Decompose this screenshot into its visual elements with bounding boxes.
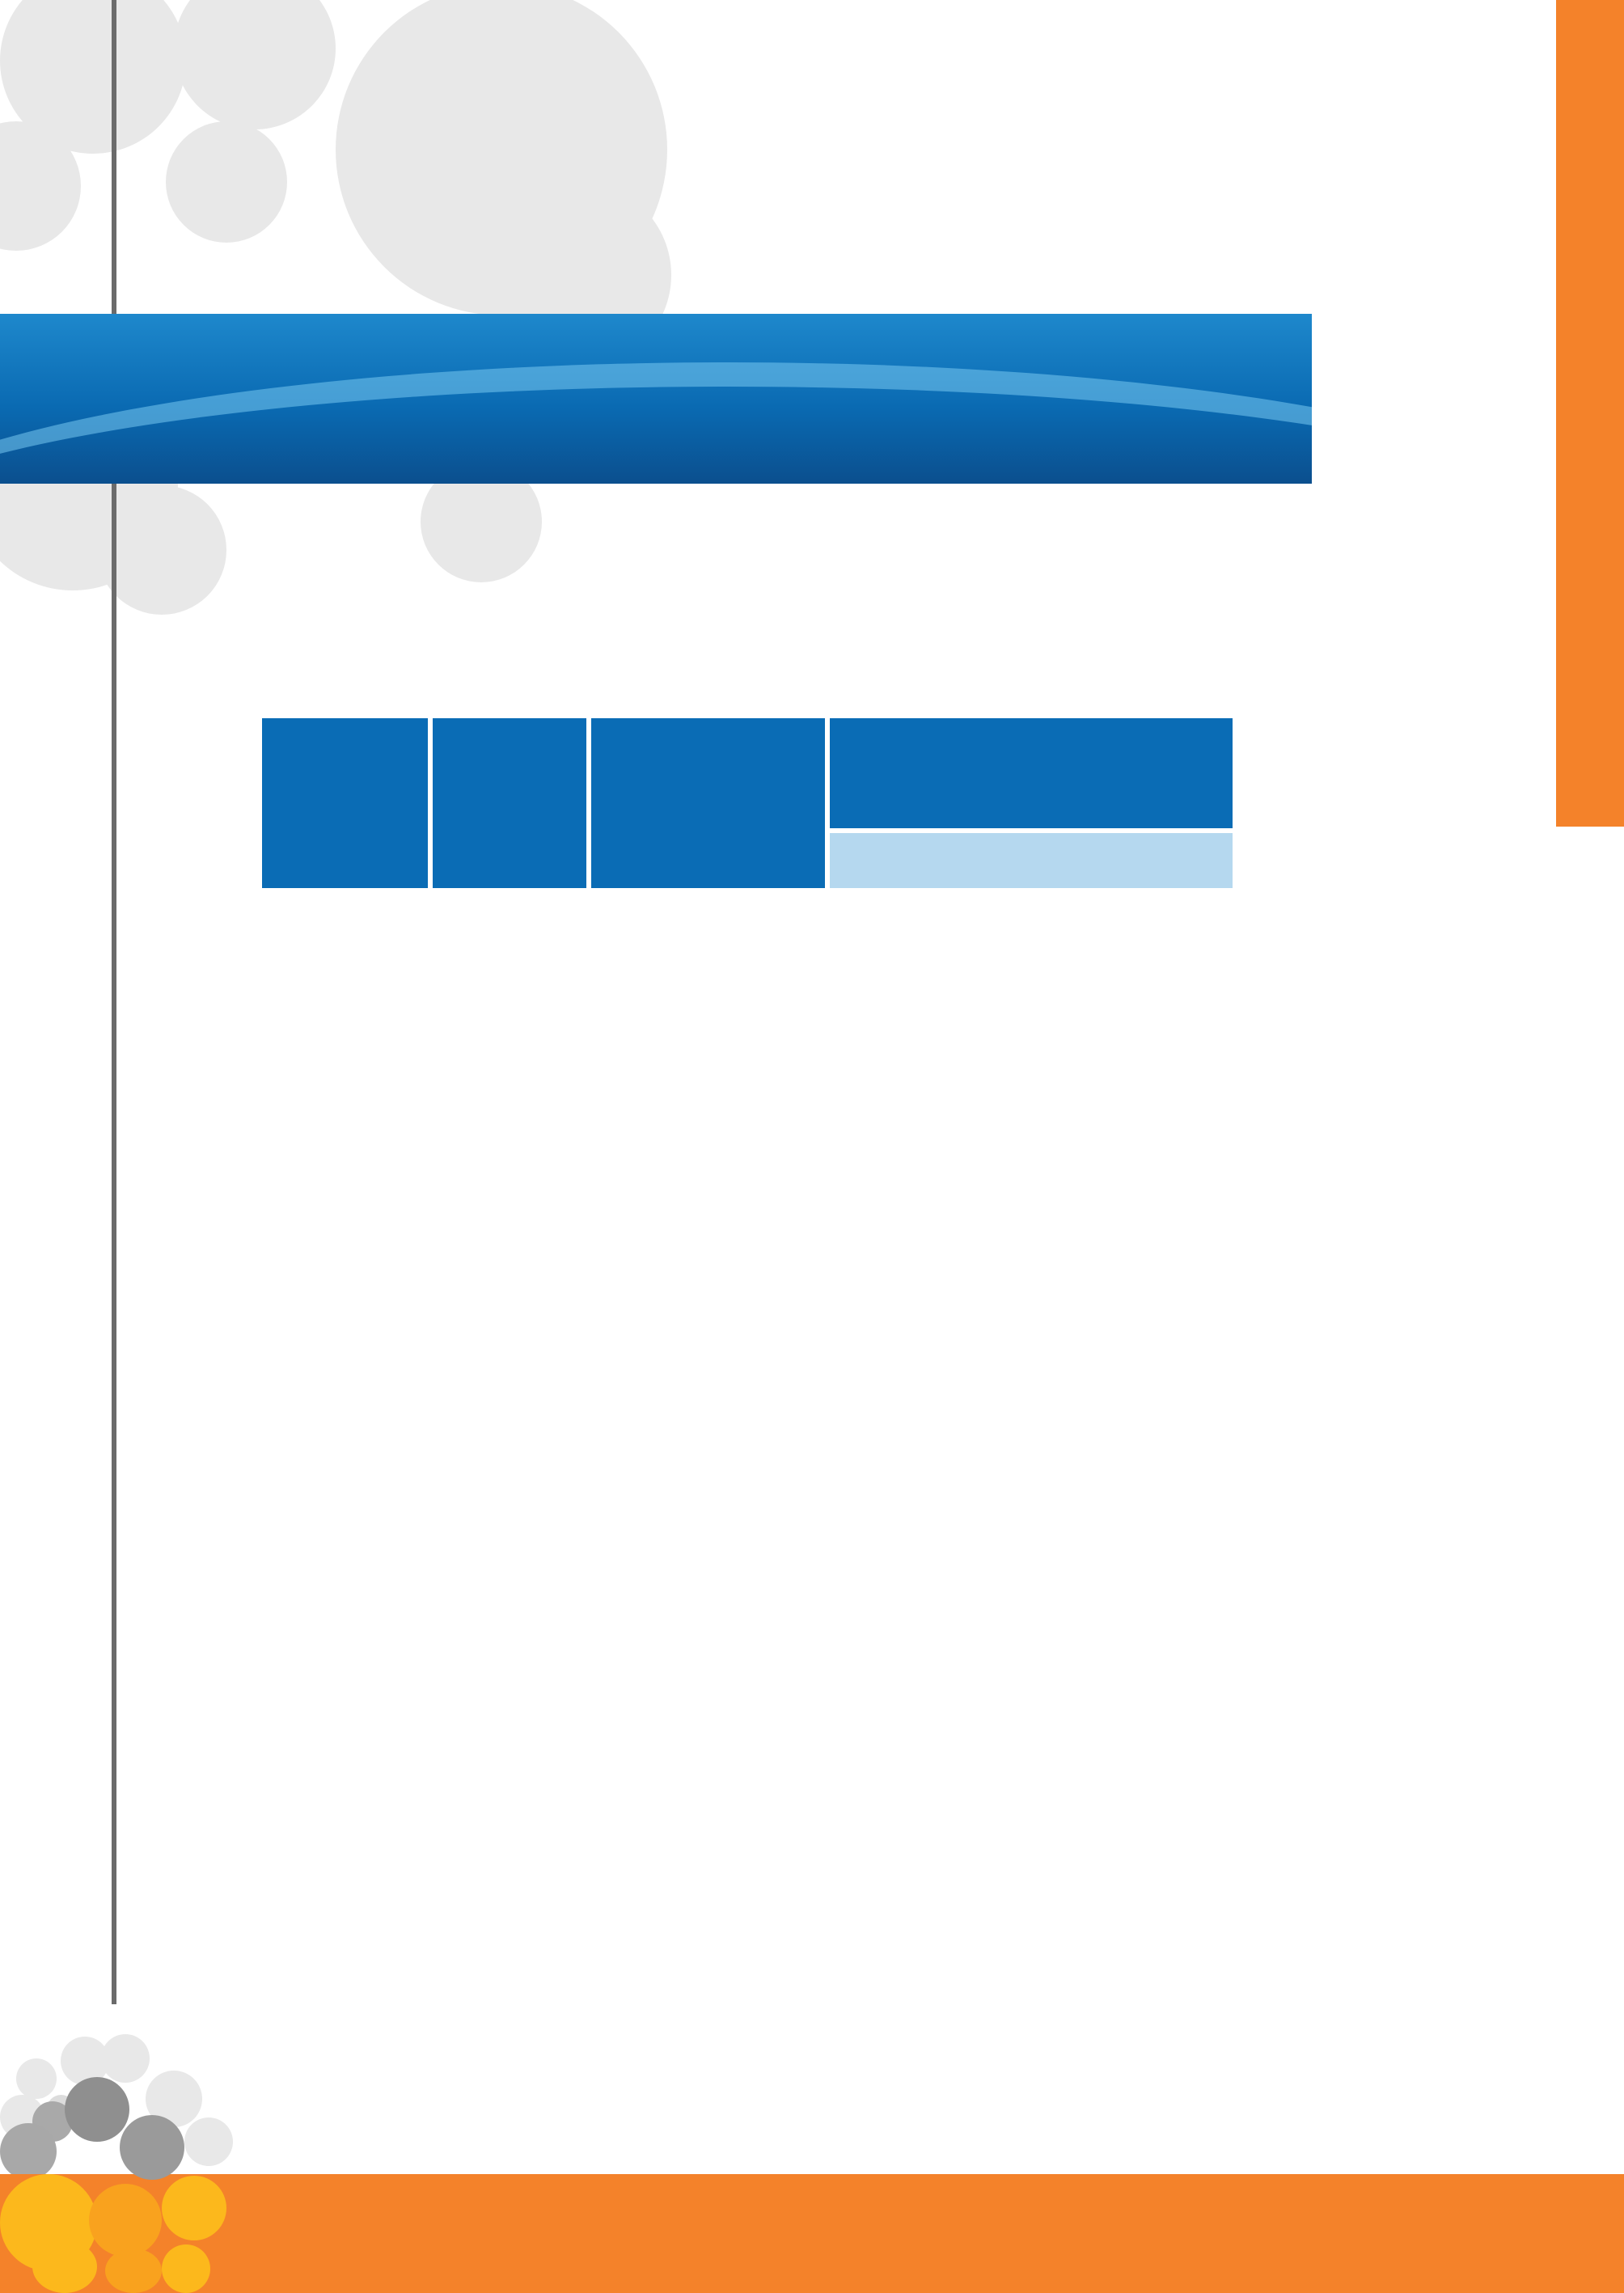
page-number — [120, 2115, 184, 2180]
header-min-breaking-load — [830, 718, 1233, 828]
wire-rope-icon — [218, 255, 542, 546]
header-weight — [433, 718, 586, 888]
header-code — [591, 718, 825, 888]
header-grade — [830, 833, 1233, 888]
vertical-divider — [112, 0, 116, 2004]
footer-bar — [0, 2174, 1624, 2293]
orange-side-strip — [1556, 0, 1624, 827]
breaking-load-table — [262, 718, 1233, 1883]
title-banner — [0, 314, 1312, 484]
banner-swoosh — [0, 362, 1312, 484]
header-diameter — [262, 718, 428, 888]
